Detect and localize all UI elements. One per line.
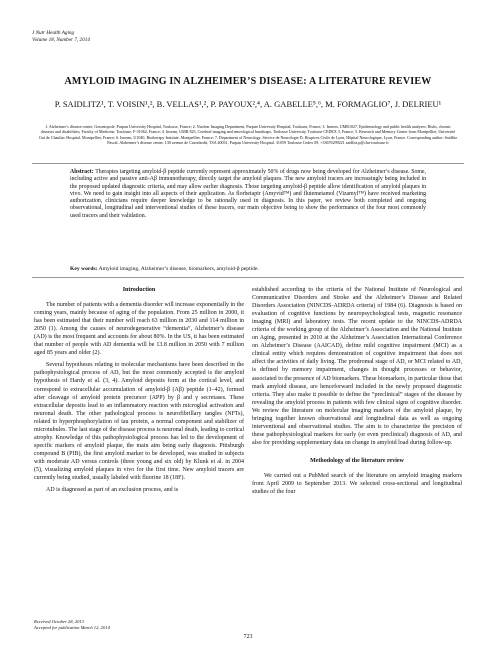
divider-bottom xyxy=(32,277,464,278)
paragraph: AD is diagnosed as part of an exclusion process, and is xyxy=(46,487,179,494)
affiliations: 1. Alzheimer’s disease center, Gerontopole, Purpan University Hospital, Toulouse, France; 2. Nuclear Imaging Department, Purpan University Hospital, Toulouse, France; 3. Inserm, UMR1027, Epidemiology and public health analyses: Risks, chronic diseases and disabilities, Faculty of Medicine, Toulouse, F-31062, France; 4. Inserm, UMR 825, Cerebral imaging and neurological handicaps, Toulouse University, Toulouse CEDEX 3, France; 5. Research and Memory Center from Montpellier, Université Gui de Chauliac Hospital, Montpellier, France; 6. Inserm, U1040, Biotherapy Institute, Montpellier, France; 7. Department of Neurology, Service de Neurologie D, Hospices Civils de Lyon, Hôpital Neurologique, Lyon, France. Corresponding author: Saidlitz Pascal, Alzheimer’s disease center, 130 avenue de Casselardit, TSA 40031, Purpan University Hospital, 31059 Toulouse Cedex 09, +33676299221 saidlitz.p@chu-toulouse.fr xyxy=(38,124,458,145)
abstract-text: Therapies targeting amyloid-β peptide currently represent approximately 50% of drugs now being developed for Alzheimer’s disease. Some, including active and passive anti-Aβ immunotherapy, directly target the amyloid plaques. The new amyloid tracers are increasingly being included in the proposed updated diagnostic criteria, and may allow earlier diagnosis. Those targeting amyloid-β peptide allow identification of amyloid plaques in vivo. We need to gain insight into all aspects of their application. As florbetapir (Amyvid™) and flutemetamol (Vizamyl™) have received marketing authorization, clinicians require deeper knowledge to be rationally used in diagnosis. In this paper, we review both completed and ongoing observational, longitudinal and interventional studies of these tracers, our main objective being to show the performance of the four most commonly used tracers and their validation. xyxy=(70,169,426,219)
divider-top xyxy=(32,163,464,164)
section-heading-methodology: Methodology of the literature review xyxy=(310,457,404,464)
abstract-label: Abstract: xyxy=(70,169,94,175)
journal-name: J Nutr Health Aging xyxy=(32,30,75,36)
received-line: Received October 28, 2013 xyxy=(34,619,85,624)
paper-title: AMYLOID IMAGING IN ALZHEIMER’S DISEASE: A LITERATURE REVIEW xyxy=(64,76,432,87)
accepted-line: Accepted for publication March 12, 2014 xyxy=(34,624,110,630)
section-heading-introduction: Introduction xyxy=(122,287,156,293)
journal-header xyxy=(32,30,90,43)
left-column xyxy=(34,286,244,494)
paragraph: The number of patients with a dementia disorder will increase exponentially in the coming years, mainly because of aging of the population. From 25 million in 2000, it has been estimated that their number will reach 63 million in 2030 and 114 million in 2050 (1). Among the causes of neurodegenerative “dementia”, Alzheimer’s disease (AD) is the most frequent and accounts for about 80%. In the US, it has been estimated that number of people with AD dementia will be 13.8 million in 2050 with 7 million aged 85 years and older (2). xyxy=(34,302,244,357)
keywords xyxy=(70,266,259,272)
journal-volume: Volume 18, Number 7, 2014 xyxy=(32,36,90,43)
page-number: 723 xyxy=(243,634,253,640)
author-list: P. SAIDLITZ¹, T. VOISIN¹,², B. VELLAS¹,², P. PAYOUX²,⁴, A. GABELLE⁵,⁶, M. FORMAGLIO⁷, J. DELRIEU¹ xyxy=(54,99,442,109)
paragraph: We carried out a PubMed search of the literature on amyloid imaging markers from April 2009 to September 2013. We selected cross-sectional and longitudinal studies of the four xyxy=(252,472,462,496)
keywords-label: Key words: xyxy=(70,266,98,272)
paragraph: established according to the criteria of the National Institute of Neurological and Communicative Disorders and Stroke and the Alzheimer’s Disease and Related Disorders Association (NINCDS-ADRDA criteria) of 1984 (6). Diagnosis is based on evaluation of cognitive functions by neuropsychological tests, magnetic resonance imaging (MRI) and laboratory tests. The recent update to the NINCDS-ADRDA criteria of the working group of the Alzheimer’s Association and the National Institute on Aging, presented in 2010 at the Alzheimer’s Association International Conference on Alzheimer’s Disease (AAICAD), define mild cognitive impairment (MCI) as a clinical entity which requires demonstration of cognitive impairment that does not affect the activities of daily living. The prodromal stage of AD, or MCI related to AD, is defined by memory impairment, changes in thought processes or behavior, associated to the presence of AD biomarkers. These biomarkers, in particular those that mark amyloid disease, are henceforward included in the newly proposed diagnostic criteria. They also make it possible to define the “preclinical” stages of the disease by revealing the amyloid process in patients with few clinical signs of cognitive disorder. We review the literature on molecular imaging markers of the amyloid plaque, by bringing together known observational and longitudinal data as well as ongoing interventional and observational studies. The aim is to characterize the precision of these pathophysiological markers for early (or even preclinical) diagnosis of AD, and also for providing supplementary data on change in amyloid load during follow-up. xyxy=(252,287,462,446)
abstract xyxy=(70,169,426,220)
paragraph: Several hypotheses relating to molecular mechanisms have been described in the pathophysiological process of AD, but the most commonly accepted is the amyloid hypothesis of Hardy et al. (3, 4). Amyloid deposits form at the cortical level, and correspond to extracellular accumulation of amyloid-β (Aβ) peptide (1–42), formed after cleavage of amyloid protein precursor (APP) by β and γ secretases. These extracellular deposits lead to an inflammatory reaction with microglial activation and neuronal death. The other pathological process is neurofibrillary tangles (NFTs), related to hyperphosphorylation of tau protein, a normal component and stabilizer of microtubules. The last stage of the disease process is neuronal death, leading to cortical atrophy. Knowledge of this pathophysiological process has led to the development of specific markers of amyloid plaque, the main aim being early diagnosis. Pittsburgh compound B (PIB), the first amyloid marker to be developed, was studied in subjects with moderate AD versus controls (three young and six old) by Klunk et al. in 2004 (5), visualizing amyloid plaques in vivo for the first time. New amyloid tracers are currently being studied, usually labeled with fluorine 18 (18F). xyxy=(34,362,244,482)
received-dates xyxy=(34,619,110,631)
right-column xyxy=(252,286,462,496)
keywords-text: Amyloid imaging, Alzheimer’s disease, biomarkers, amyloid-β peptide. xyxy=(98,266,259,272)
